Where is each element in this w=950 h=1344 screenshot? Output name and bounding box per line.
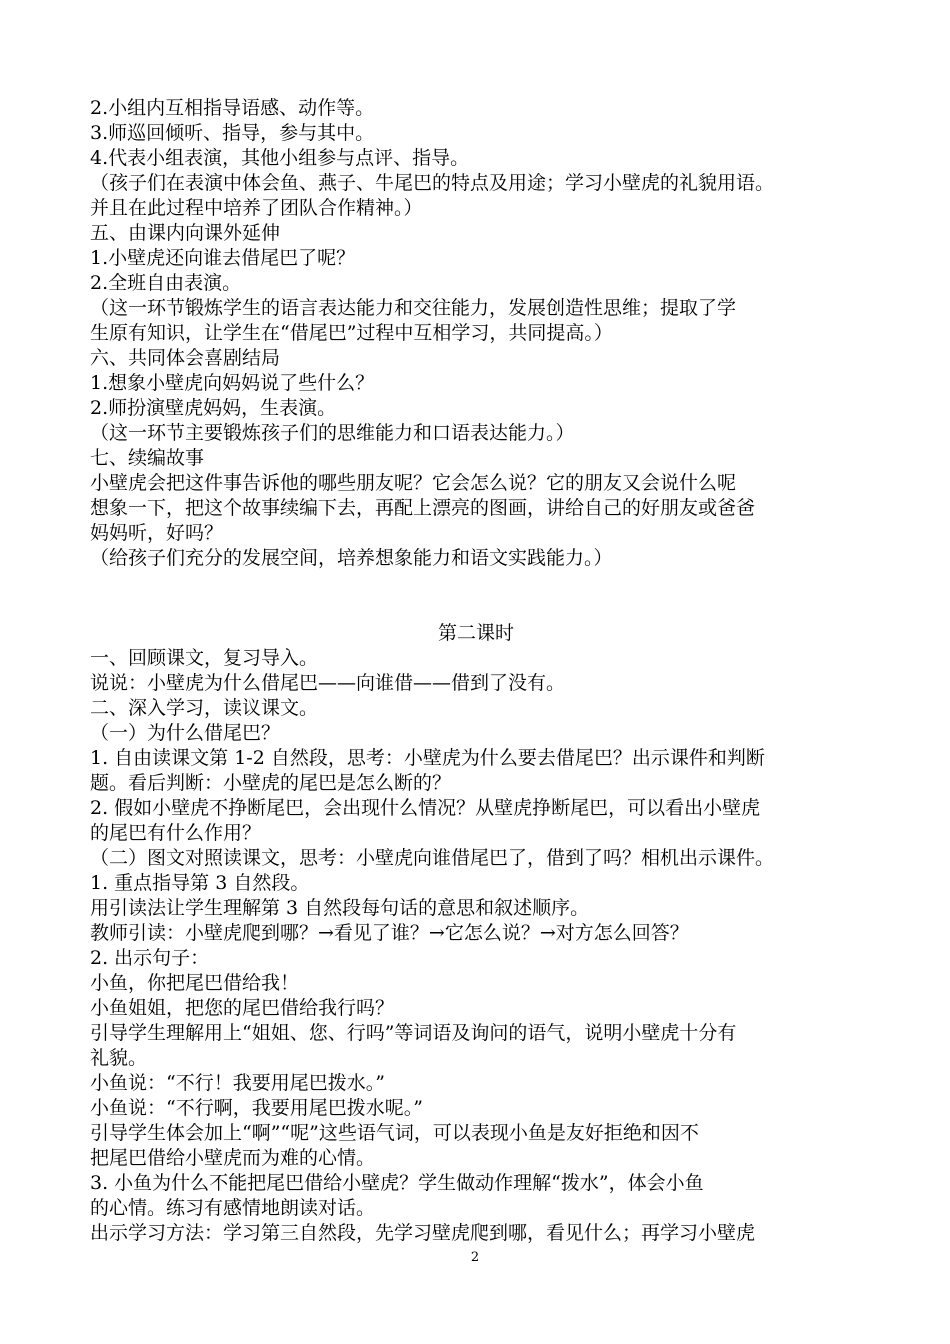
- text-line: 说说：小壁虎为什么借尾巴——向谁借——借到了没有。: [90, 672, 566, 694]
- text-line: （一）为什么借尾巴？: [90, 722, 281, 744]
- text-line: 小鱼，你把尾巴借给我！: [90, 972, 300, 994]
- text-line: 3.师巡回倾听、指导，参与其中。: [90, 122, 375, 144]
- text-line: 一、回顾课文，复习导入。: [90, 647, 319, 669]
- text-line: （这一环节锻炼学生的语言表达能力和交往能力，发展创造性思维；提取了学: [90, 297, 737, 319]
- text-line: （给孩子们充分的发展空间，培养想象能力和语文实践能力。）: [90, 547, 613, 569]
- text-line: 2.全班自由表演。: [90, 272, 242, 294]
- text-line: 2.小组内互相指导语感、动作等。: [90, 97, 375, 119]
- text-line: 题。看后判断：小壁虎的尾巴是怎么断的？: [90, 772, 452, 794]
- text-line: 礼貌。: [90, 1047, 148, 1069]
- text-line: 引导学生体会加上“啊”“呢”这些语气词，可以表现小鱼是友好拒绝和因不: [90, 1122, 699, 1144]
- text-line: 的尾巴有什么作用？: [90, 822, 262, 844]
- text-line: 1.想象小壁虎向妈妈说了些什么？: [90, 372, 375, 394]
- text-line: 4.代表小组表演，其他小组参与点评、指导。: [90, 147, 470, 169]
- text-line: 1. 自由读课文第 1-2 自然段，思考：小壁虎为什么要去借尾巴？出示课件和判断: [90, 747, 765, 769]
- text-line: 小鱼说：“不行啊，我要用尾巴拨水呢。”: [90, 1097, 423, 1119]
- text-line: 五、由课内向课外延伸: [90, 222, 281, 244]
- text-line: 小壁虎会把这件事告诉他的哪些朋友呢？它会怎么说？它的朋友又会说什么呢: [90, 472, 737, 494]
- text-line: 1.小壁虎还向谁去借尾巴了呢？: [90, 247, 356, 269]
- text-line: 2. 出示句子：: [90, 947, 210, 969]
- lesson2-title: 第二课时: [437, 622, 514, 644]
- text-line: （这一环节主要锻炼孩子们的思维能力和口语表达能力。）: [90, 422, 575, 444]
- text-line: 引导学生理解用上“姐姐、您、行吗”等词语及询问的语气，说明小壁虎十分有: [90, 1022, 737, 1044]
- text-line: 二、深入学习，读议课文。: [90, 697, 319, 719]
- text-line: 3. 小鱼为什么不能把尾巴借给小壁虎？学生做动作理解“拨水”，体会小鱼: [90, 1172, 704, 1194]
- text-line: 想象一下，把这个故事续编下去，再配上漂亮的图画，讲给自己的好朋友或爸爸: [90, 497, 756, 519]
- section-gap: [90, 571, 862, 621]
- text-line: 妈妈听，好吗？: [90, 522, 224, 544]
- text-line: （孩子们在表演中体会鱼、燕子、牛尾巴的特点及用途；学习小壁虎的礼貌用语。: [90, 172, 775, 194]
- section-lesson2: [90, 646, 862, 1246]
- document-body: [90, 96, 862, 1246]
- text-line: 六、共同体会喜剧结局: [90, 347, 281, 369]
- text-line: 把尾巴借给小壁虎而为难的心情。: [90, 1147, 376, 1169]
- text-line: 教师引读：小壁虎爬到哪？→看见了谁？→它怎么说？→对方怎么回答？: [90, 922, 689, 944]
- text-line: 并且在此过程中培养了团队合作精神。）: [90, 197, 423, 219]
- text-line: 小鱼姐姐，把您的尾巴借给我行吗？: [90, 997, 395, 1019]
- text-line: 1. 重点指导第 3 自然段。: [90, 872, 310, 894]
- text-line: 七、续编故事: [90, 447, 205, 469]
- text-line: 2.师扮演壁虎妈妈，生表演。: [90, 397, 337, 419]
- text-line: 的心情。练习有感情地朗读对话。: [90, 1197, 376, 1219]
- section-lesson1-continued: [90, 96, 862, 571]
- text-line: （二）图文对照读课文，思考：小壁虎向谁借尾巴了，借到了吗？相机出示课件。: [90, 847, 775, 869]
- text-line: 小鱼说：“不行！我要用尾巴拨水。”: [90, 1072, 385, 1094]
- text-line: 出示学习方法：学习第三自然段，先学习壁虎爬到哪，看见什么；再学习小壁虎: [90, 1222, 756, 1244]
- text-line: 用引读法让学生理解第 3 自然段每句话的意思和叙述顺序。: [90, 897, 590, 919]
- text-line: 2. 假如小壁虎不挣断尾巴，会出现什么情况？从壁虎挣断尾巴，可以看出小壁虎: [90, 797, 761, 819]
- page-number: 2: [470, 1250, 480, 1265]
- text-line: 生原有知识，让学生在“借尾巴”过程中互相学习，共同提高。）: [90, 322, 613, 344]
